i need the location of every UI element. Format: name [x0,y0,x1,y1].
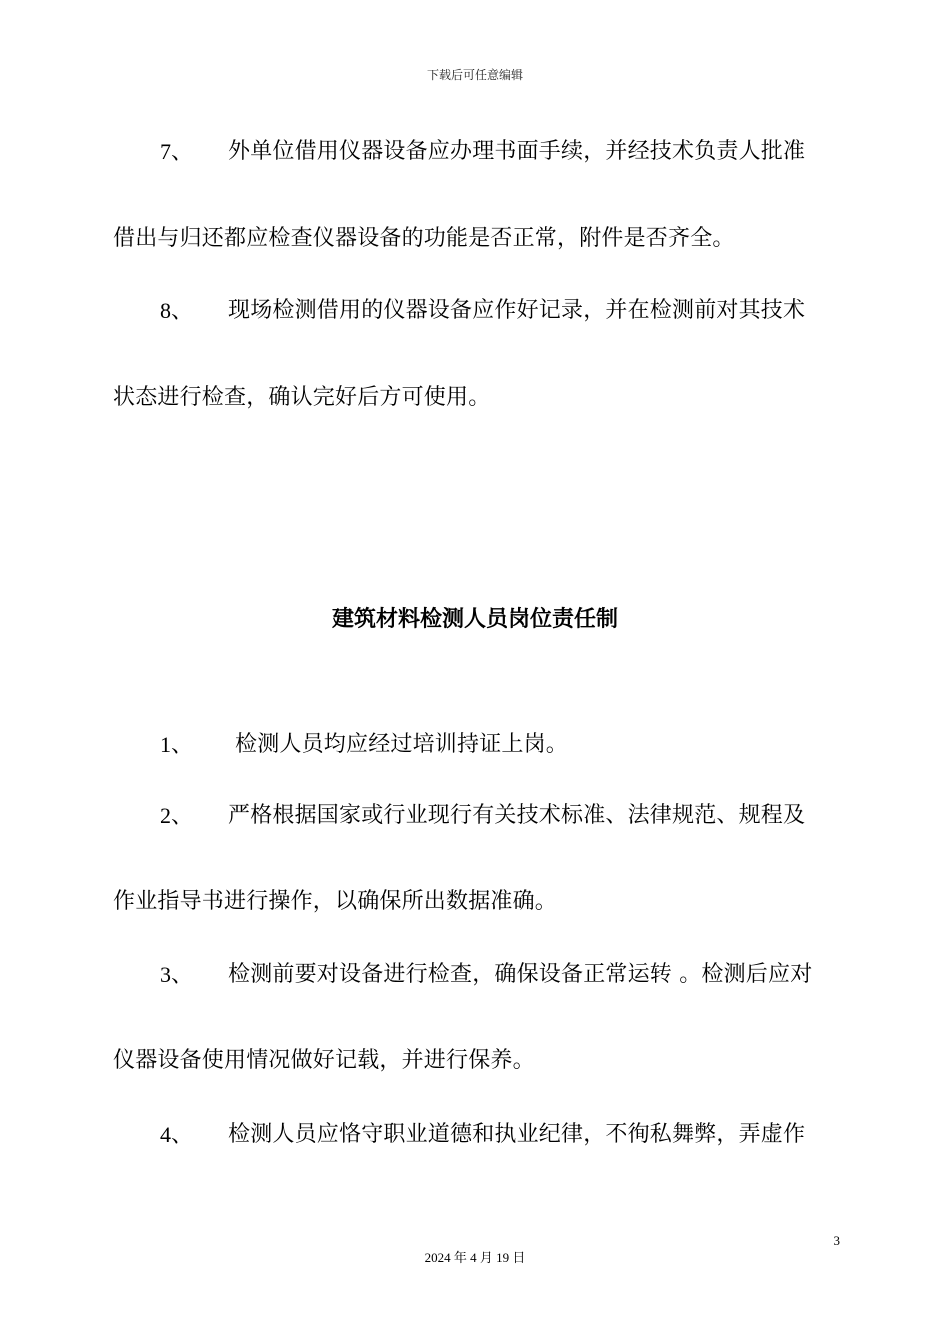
item-number: 4、 [160,1122,194,1147]
item-number: 8、 [160,298,194,323]
paragraph-line: 外单位借用仪器设备应办理书面手续，并经技术负责人批准 [228,139,806,164]
paragraph-line: 借出与归还都应检查仪器设备的功能是否正常，附件是否齐全。 [113,226,735,251]
item-number: 3、 [160,962,194,987]
paragraph-line: 仪器设备使用情况做好记载，并进行保养。 [113,1048,535,1073]
paragraph-line: 检测前要对设备进行检查，确保设备正常运转 。检测后应对 [228,962,813,987]
paragraph-line: 检测人员均应经过培训持证上岗。 [235,732,569,757]
paragraph-line: 检测人员应恪守职业道德和执业纪律，不徇私舞弊，弄虚作 [228,1122,806,1147]
item-number: 7、 [160,139,194,164]
page-number: 3 [833,1233,840,1248]
paragraph-line: 状态进行检查，确认完好后方可使用。 [113,385,491,410]
item-number: 1、 [160,732,194,757]
paragraph-line: 严格根据国家或行业现行有关技术标准、法律规范、规程及 [228,803,806,828]
item-number: 2、 [160,803,194,828]
footer-date: 2024 年 4 月 19 日 [424,1250,526,1265]
paragraph-line: 作业指导书进行操作，以确保所出数据准确。 [113,889,558,914]
page-header: 下载后可任意编辑 [426,68,523,82]
paragraph-line: 现场检测借用的仪器设备应作好记录，并在检测前对其技术 [228,298,806,323]
section-title: 建筑材料检测人员岗位责任制 [331,607,618,632]
